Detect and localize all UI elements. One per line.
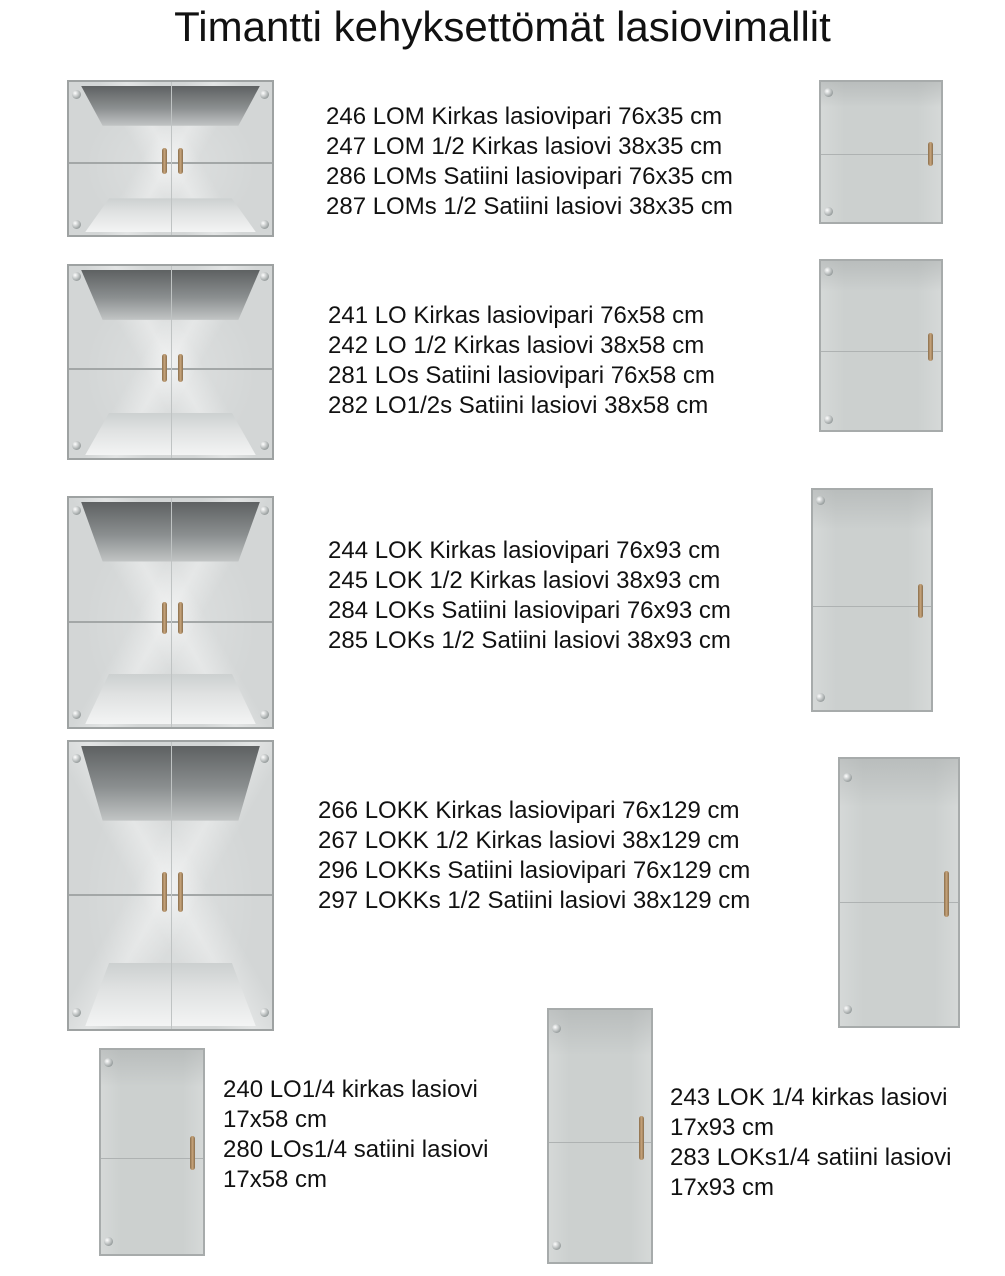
product-list <box>326 102 733 222</box>
product-line: 286 LOMs Satiini lasiovipari 76x35 cm <box>326 163 733 190</box>
product-line: 280 LOs1/4 satiini lasiovi <box>223 1136 489 1163</box>
glass-door-single-image <box>819 80 943 224</box>
product-line: 287 LOMs 1/2 Satiini lasiovi 38x35 cm <box>326 193 733 220</box>
glass-door-narrow-image <box>99 1048 205 1256</box>
product-line: 246 LOM Kirkas lasiovipari 76x35 cm <box>326 103 723 130</box>
glass-door-pair-image <box>67 740 274 1031</box>
product-line: 282 LO1/2s Satiini lasiovi 38x58 cm <box>328 392 709 419</box>
product-line: 296 LOKKs Satiini lasiovipari 76x129 cm <box>318 857 751 884</box>
product-line: 244 LOK Kirkas lasiovipari 76x93 cm <box>328 537 721 564</box>
glass-door-pair-image <box>67 264 274 460</box>
product-line: 241 LO Kirkas lasiovipari 76x58 cm <box>328 302 705 329</box>
product-line: 17x58 cm <box>223 1106 328 1133</box>
product-line: 17x93 cm <box>670 1174 775 1201</box>
product-line: 285 LOKs 1/2 Satiini lasiovi 38x93 cm <box>328 627 731 654</box>
product-line: 266 LOKK Kirkas lasiovipari 76x129 cm <box>318 797 740 824</box>
product-line: 245 LOK 1/2 Kirkas lasiovi 38x93 cm <box>328 567 721 594</box>
product-list <box>670 1083 951 1203</box>
glass-door-pair-image <box>67 496 274 729</box>
product-line: 243 LOK 1/4 kirkas lasiovi <box>670 1084 948 1111</box>
product-line: 284 LOKs Satiini lasiovipari 76x93 cm <box>328 597 731 624</box>
product-line: 17x93 cm <box>670 1114 775 1141</box>
product-list <box>328 301 715 421</box>
product-list <box>223 1075 488 1195</box>
product-list <box>328 536 731 656</box>
product-line: 242 LO 1/2 Kirkas lasiovi 38x58 cm <box>328 332 705 359</box>
product-line: 283 LOKs1/4 satiini lasiovi <box>670 1144 952 1171</box>
glass-door-single-image <box>838 757 960 1028</box>
glass-door-single-image <box>811 488 933 712</box>
page-title: Timantti kehyksettömät lasiovimallit <box>174 3 831 50</box>
glass-door-pair-image <box>67 80 274 237</box>
product-line: 240 LO1/4 kirkas lasiovi <box>223 1076 478 1103</box>
glass-door-narrow-image <box>547 1008 653 1264</box>
product-line: 17x58 cm <box>223 1166 328 1193</box>
glass-door-single-image <box>819 259 943 432</box>
product-line: 247 LOM 1/2 Kirkas lasiovi 38x35 cm <box>326 133 723 160</box>
product-line: 281 LOs Satiini lasiovipari 76x58 cm <box>328 362 715 389</box>
product-list <box>318 796 750 916</box>
product-line: 297 LOKKs 1/2 Satiini lasiovi 38x129 cm <box>318 887 751 914</box>
product-line: 267 LOKK 1/2 Kirkas lasiovi 38x129 cm <box>318 827 740 854</box>
